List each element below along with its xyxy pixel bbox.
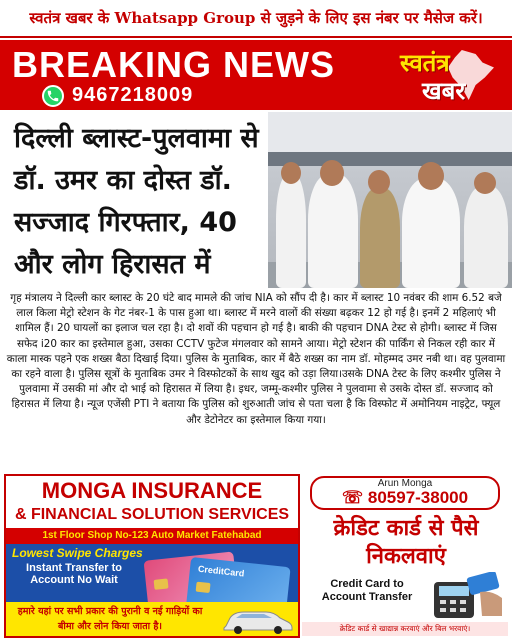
car-icon: [220, 606, 294, 634]
ad-lowest-swipe: Lowest Swipe Charges: [12, 546, 143, 560]
ad-credit-hindi-title: क्रेडिट कार्ड से पैसे निकलवाएं: [333, 515, 479, 569]
arun-contact-pill[interactable]: [310, 476, 500, 510]
ad-vehicle-note-bar: [6, 602, 298, 638]
article-body: गृह मंत्रालय ने दिल्ली कार ब्लास्ट के 20 घंटे बाद मामले की जांच NIA को सौंप दी है। कार में ब्लास्ट 10 नवंबर की शाम 6.52 बजे लाल किला मेट्रो स्टेशन के गेट नंबर-1 के पास हुआ था। ब्लास्ट में मरने वालों की संख्या बढ़कर 12 हो गई है। इनमें 2 महिलाएं भी शामिल हैं। 20 घायलों का इलाज चल रहा है। दो शवों की पहचान हो गई है। बाकी की पहचान DNA टेस्ट से होगी। ब्लास्ट में जिस सफेद i20 कार का इस्तेमाल हुआ, उसका CCTV फुटेज मंगलवार को सामने आया। मेट्रो स्टेशन की पार्किंग से निकल रही कार में काला मास्क पहने एक शख्स बैठा दिखाई दिया। पुलिस के मुताबिक, कार में बैठे शख्स का नाम डॉ. मोहम्मद उमर नबी था। वह पुलवामा का रहने वाला है। पुलिस सूत्रों के मुताबिक उमर ने विस्फोटकों के साथ खुद को उड़ा लिया।उसके DNA टेस्ट के लिए कश्मीर पुलिस ने पुलवामा में उसकी मां और दो भाई को हिरासत में लिया है। इधर, जम्मू-कश्मीर पुलिस ने पुलवामा से उसके दोस्त डॉ. सज्जाद को हिरासत में लिया है। न्यूज एजेंसी PTI ने बताया कि पुलिस को शुरुआती जांच से पता चला है कि विस्फोट में अमोनियम नाइट्रेट, फ्यूल और डेटोनेटर का इस्तेमाल किया गया।: [6, 292, 506, 426]
top-banner: [0, 0, 512, 38]
logo-text-swatantra: स्वतंत्र: [400, 48, 450, 77]
advertisements: [0, 472, 512, 640]
swatantra-khabar-logo: [388, 44, 498, 106]
whatsapp-phone-number: 9467218009: [72, 84, 194, 106]
breaking-news-title: BREAKING NEWS: [12, 44, 336, 85]
ad-monga-title: MONGA INSURANCE: [41, 478, 263, 503]
whatsapp-icon: [42, 85, 64, 107]
whatsapp-join-text: स्वतंत्र खबर के Whatsapp Group से जुड़ने के लिए इस नंबर पर मैसेज करें।: [29, 9, 483, 27]
breaking-news-header: [0, 40, 512, 110]
whatsapp-contact[interactable]: [42, 84, 193, 107]
ad-monga-address: 1st Floor Shop No-123 Auto Market Fatehabad: [6, 528, 298, 544]
phone-icon: ☏: [341, 488, 368, 507]
news-photo: [268, 112, 512, 288]
ad-vehicle-insurance-note: हमारे यहां पर सभी प्रकार की पुरानी व नई गाड़ियों का बीमा और लोन किया जाता है।: [17, 606, 203, 632]
ad-instant-transfer: Instant Transfer to Account No Wait: [26, 562, 122, 586]
ad-blue-panel: [6, 544, 298, 602]
ad-contact-phone-number: 80597-38000: [367, 488, 469, 507]
card-swipe-machine-icon: [430, 572, 504, 620]
ad-contact-name: Arun Monga: [377, 478, 433, 489]
credit-card-label: CreditCard: [197, 563, 245, 579]
ad-credit-footer: क्रेडिट कार्ड से खाद्यान्न करवाएं और बिल भरवाएं।: [302, 622, 508, 636]
credit-card-ad[interactable]: [302, 474, 508, 638]
monga-insurance-ad[interactable]: [4, 474, 300, 638]
ad-contact-phone: [312, 489, 498, 507]
ad-credit-english: Credit Card to Account Transfer: [321, 578, 413, 603]
headline-box: [8, 114, 266, 290]
logo-text-khabar: खबर: [422, 76, 466, 105]
ad-monga-subtitle: & FINANCIAL SOLUTION SERVICES: [14, 506, 290, 523]
headline: दिल्ली ब्लास्ट-पुलवामा से डॉ. उमर का दोस्त डॉ. सज्जाद गिरफ्तार, 40 और लोग हिरासत में: [14, 123, 259, 280]
